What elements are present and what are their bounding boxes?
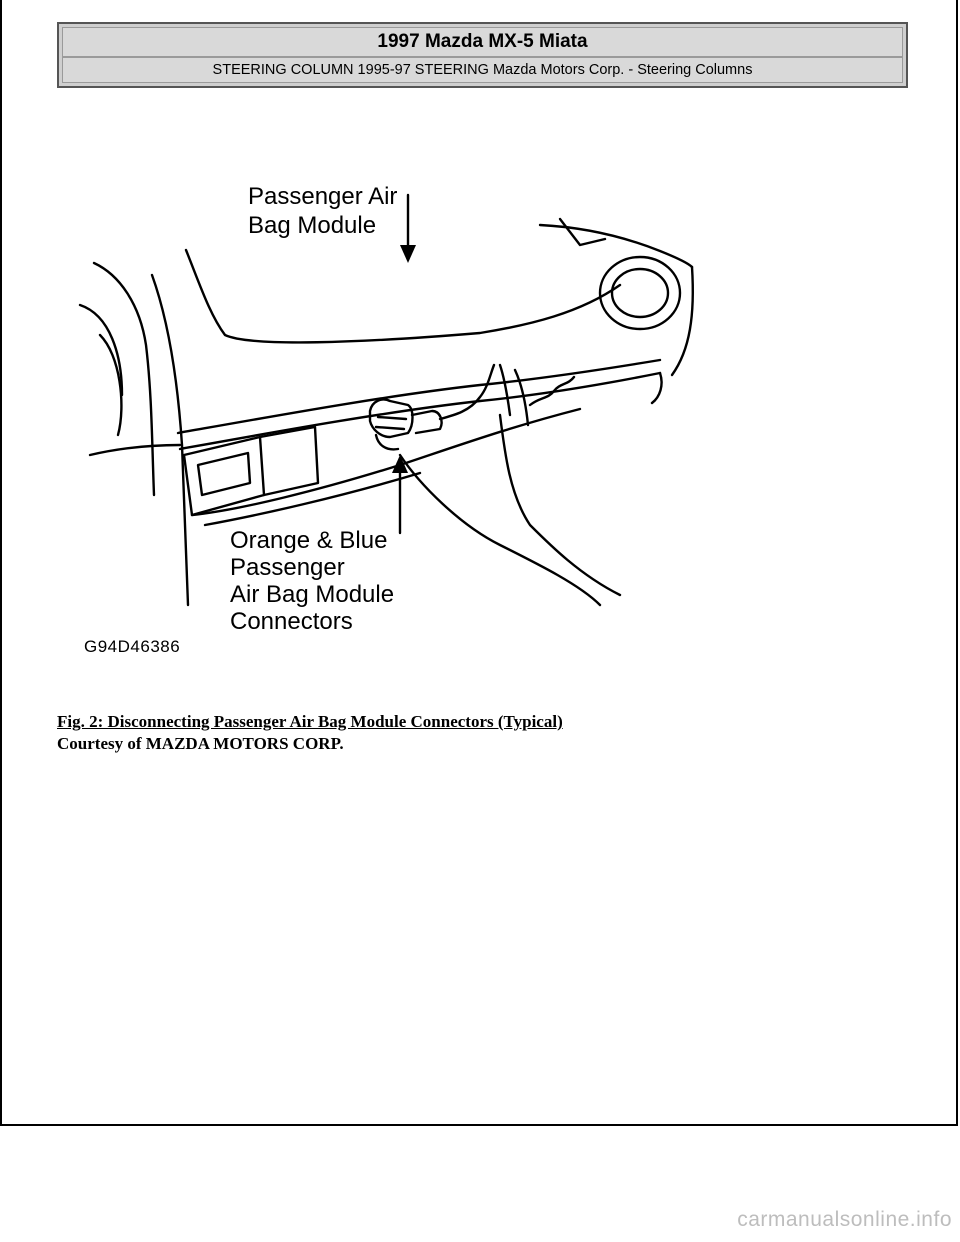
figure-caption [57,711,563,755]
caption-title: Fig. 2: Disconnecting Passenger Air Bag Module Connectors (Typical) [57,712,563,731]
header-title: 1997 Mazda MX-5 Miata [62,27,903,57]
document-header [57,22,908,88]
watermark-area [0,1126,960,1242]
figure-code: G94D46386 [84,637,181,656]
label-bag-module: Bag Module [248,212,377,239]
label-passenger-air: Passenger Air [248,183,398,210]
label-air-bag-module: Air Bag Module [230,581,395,608]
header-subtitle: STEERING COLUMN 1995-97 STEERING Mazda Motors Corp. - Steering Columns [62,57,903,83]
watermark-text: carmanualsonline.info [737,1208,952,1231]
label-passenger: Passenger [230,554,345,581]
label-orange-blue: Orange & Blue [230,527,388,554]
label-connectors: Connectors [230,608,353,635]
caption-credit: Courtesy of MAZDA MOTORS CORP. [57,734,344,753]
